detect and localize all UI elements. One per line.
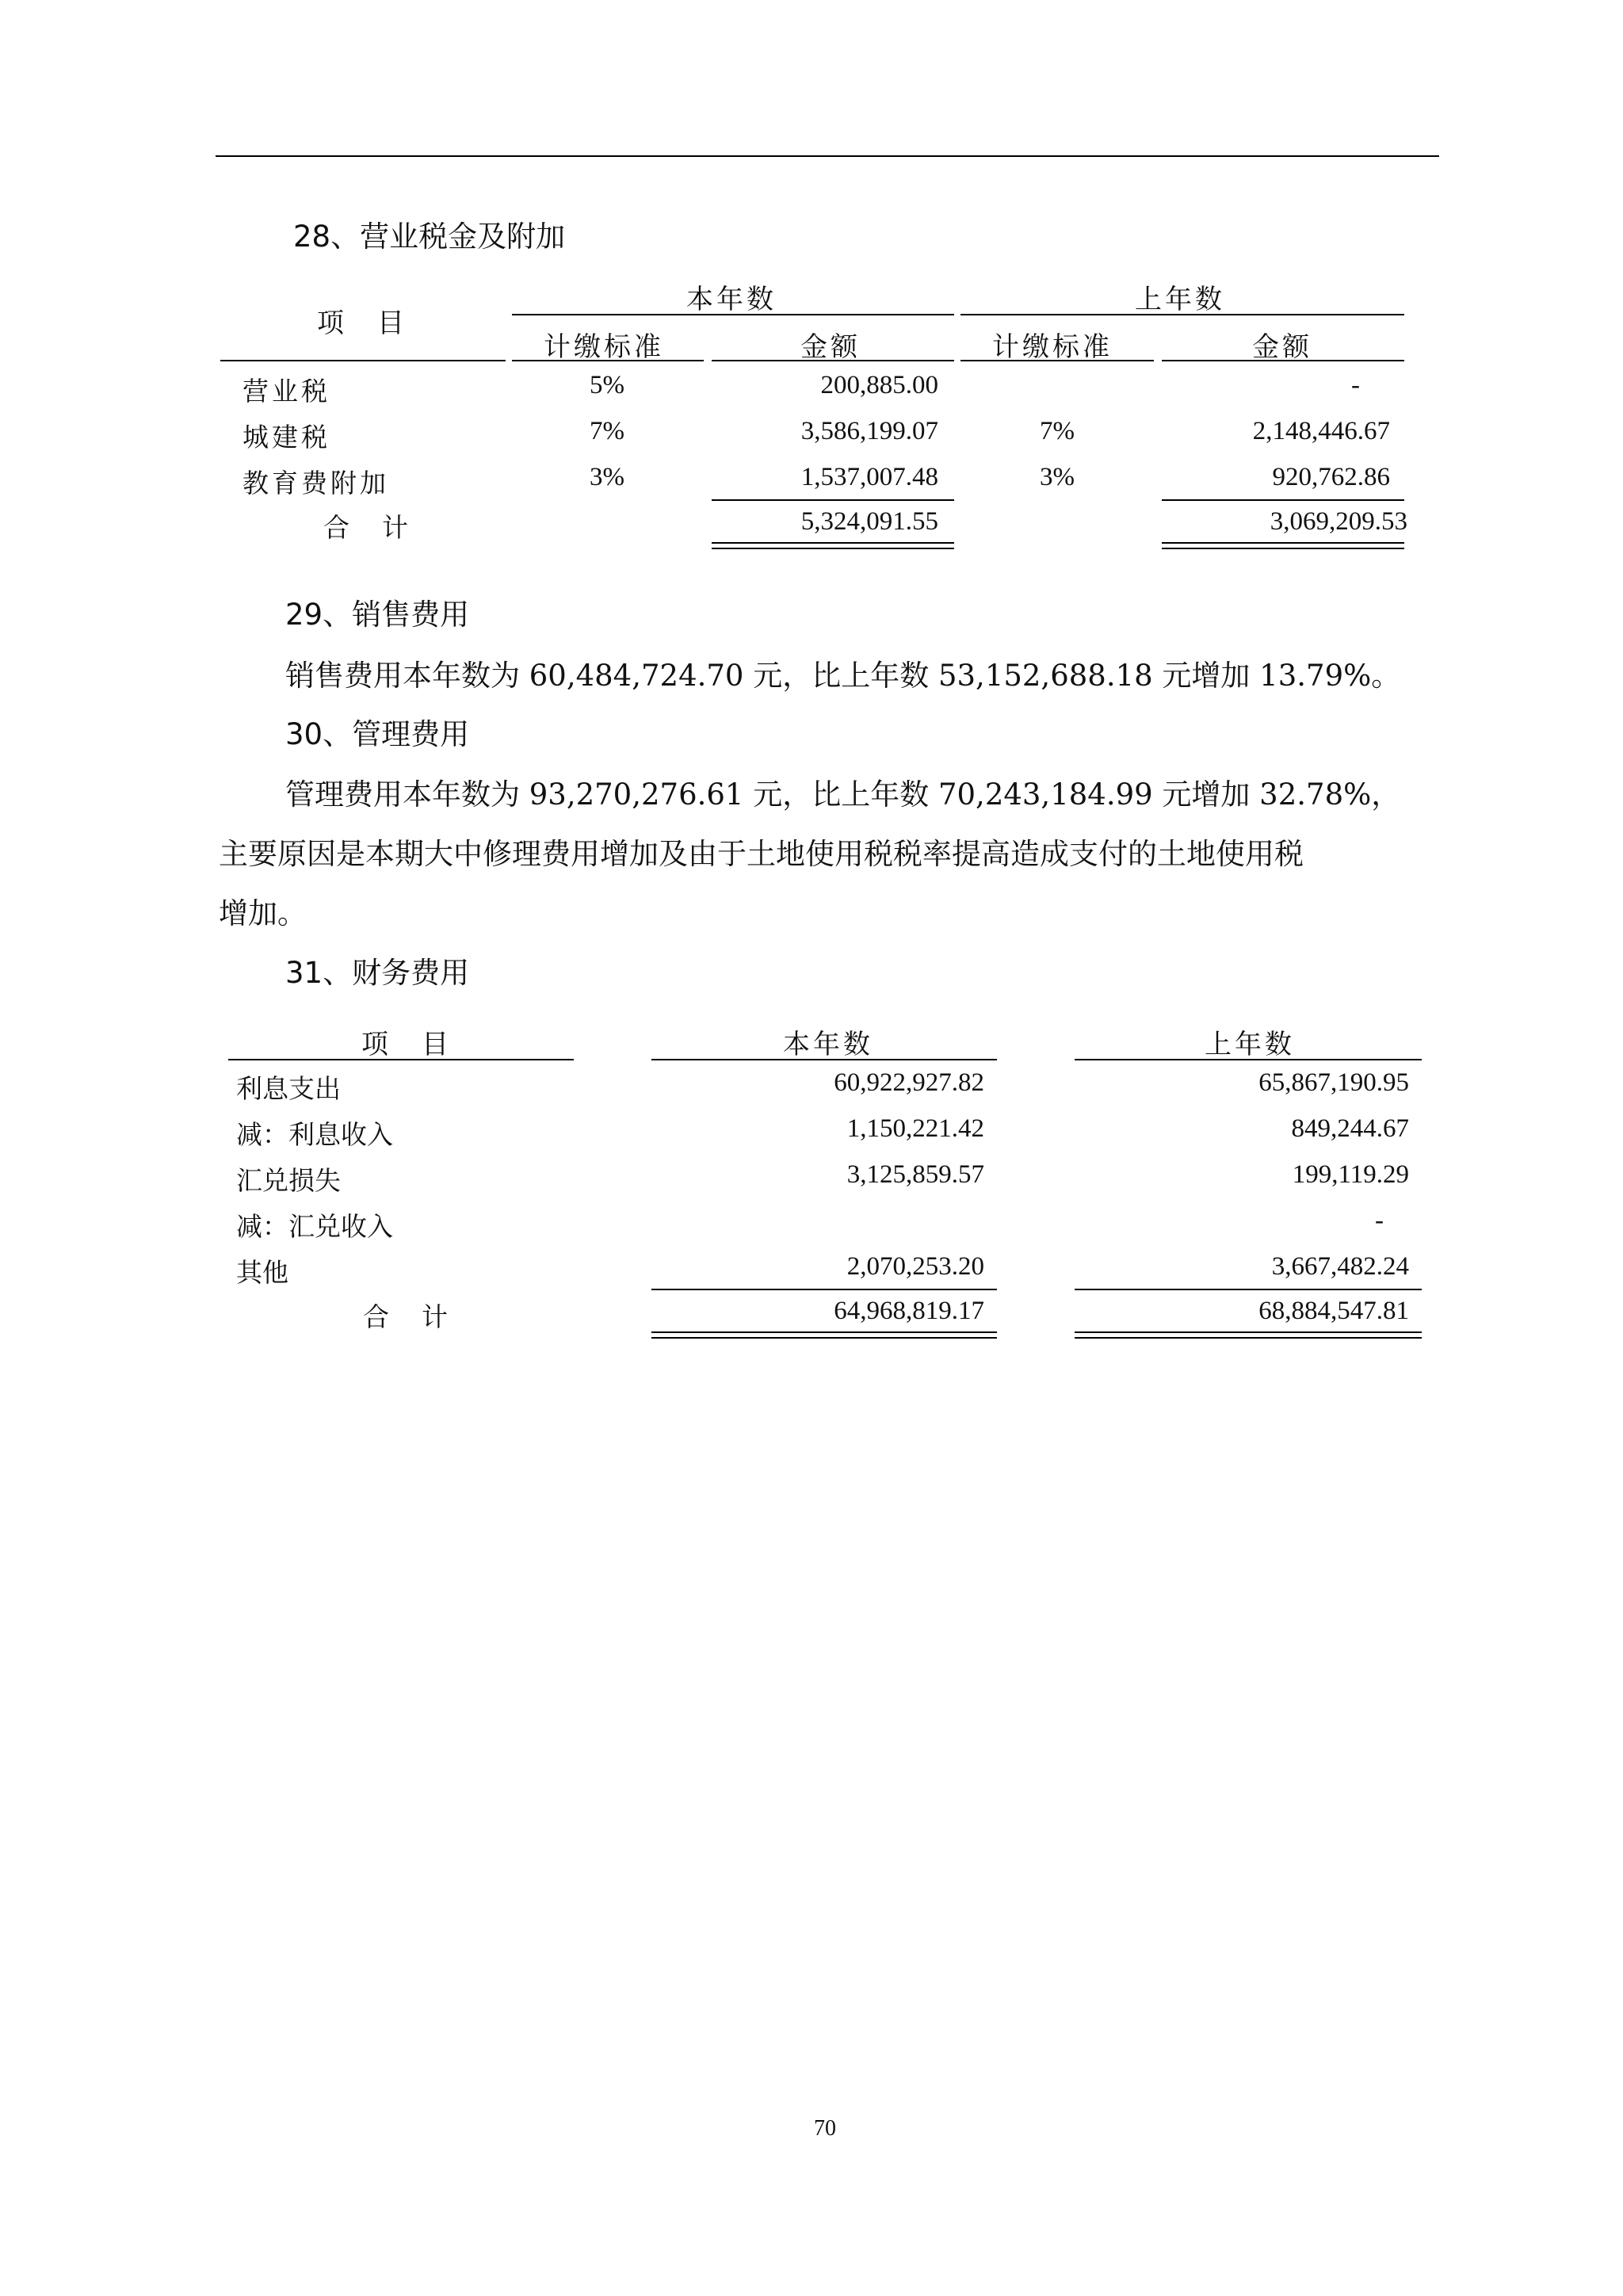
table28-item-rule [220,360,506,361]
table28-total-double-rule-prev [1162,542,1404,549]
table28-row-cur-amount: 1,537,007.48 [800,463,938,491]
table28-row-prev-rate: 3% [1040,463,1075,491]
table28-row-cur-rate: 3% [590,463,624,491]
table28-header-prev-amount: 金额 [1252,331,1312,363]
table28-total-label: 合 计 [323,512,411,543]
table28-row-cur-rate: 7% [590,417,624,445]
table28-total-cur-amount: 5,324,091.55 [800,507,938,536]
table28-prev-amount-rule [1162,360,1404,361]
table28-row-cur-amount: 200,885.00 [820,371,938,399]
section-30-text-line3: 增加。 [219,896,307,930]
section-30-text-line2: 主要原因是本期大中修理费用增加及由于土地使用税税率提高造成支付的土地使用税 [219,837,1304,871]
table28-row-name: 营业税 [242,376,330,407]
table31-item-rule [228,1059,574,1060]
table31-header-prev-year: 上年数 [1205,1029,1295,1060]
table31-subtotal-rule-prev [1075,1289,1422,1290]
section-30-title: 30、管理费用 [285,717,470,751]
table31-row-prev: 3,667,482.24 [1271,1252,1409,1281]
section-31-title: 31、财务费用 [285,956,470,990]
section-29-title: 29、销售费用 [285,598,470,632]
table28-header-prev-rate: 计缴标准 [992,331,1113,363]
table31-row-cur: 1,150,221.42 [846,1114,984,1143]
table31-total-cur: 64,968,819.17 [834,1297,984,1325]
table28-header-cur-year: 本年数 [686,284,777,315]
table28-row-name: 城建税 [242,422,330,453]
table31-row-cur: 60,922,927.82 [834,1068,984,1097]
table28-prev-rate-rule [960,360,1154,361]
section-29-text: 销售费用本年数为 60,484,724.70 元，比上年数 53,152,688.18 元增加 13.79%。 [285,659,1401,693]
table28-total-double-rule [712,542,954,549]
table31-row-prev: 849,244.67 [1291,1114,1409,1143]
table31-row-prev: - [1375,1206,1384,1235]
table28-cur-year-rule [512,314,954,315]
table31-header-cur-year: 本年数 [783,1029,873,1060]
table28-row-prev-amount: 920,762.86 [1272,463,1390,491]
table31-row-name: 其他 [236,1257,288,1288]
table31-total-double-rule [651,1331,997,1339]
table28-header-prev-year: 上年数 [1135,284,1225,315]
table28-header-item: 项 目 [317,308,407,339]
table31-row-name: 减：汇兑收入 [236,1211,393,1242]
table31-row-prev: 199,119.29 [1292,1160,1409,1189]
table31-row-name: 减：利息收入 [236,1119,393,1150]
table28-row-name: 教育费附加 [242,468,389,499]
table28-subtotal-rule-prev [1162,499,1404,501]
table28-cur-rate-rule [512,360,704,361]
table31-row-cur: 3,125,859.57 [846,1160,984,1189]
page-number: 70 [814,2116,836,2141]
table28-cur-amount-rule [712,360,954,361]
table28-row-prev-amount: - [1351,371,1360,399]
table28-prev-year-rule [960,314,1404,315]
table31-row-name: 利息支出 [236,1073,341,1104]
table28-row-cur-rate: 5% [590,371,624,399]
table28-row-cur-amount: 3,586,199.07 [800,417,938,445]
table31-cur-rule [651,1059,997,1060]
table28-total-prev-amount: 3,069,209.53 [1270,507,1407,536]
table31-header-item: 项 目 [361,1029,452,1060]
table31-total-double-rule-prev [1075,1331,1422,1339]
table28-subtotal-rule [712,499,954,501]
table31-total-prev: 68,884,547.81 [1258,1297,1409,1325]
table31-total-label: 合 计 [363,1301,451,1332]
table31-prev-rule [1075,1059,1422,1060]
table28-header-cur-rate: 计缴标准 [544,331,664,363]
table31-row-name: 汇兑损失 [236,1165,341,1196]
table28-row-prev-rate: 7% [1040,417,1075,445]
table31-row-prev: 65,867,190.95 [1258,1068,1409,1097]
table31-row-cur: 2,070,253.20 [846,1252,984,1281]
table28-header-cur-amount: 金额 [800,331,861,363]
section-30-text-line1: 管理费用本年数为 93,270,276.61 元，比上年数 70,243,184.99 元增加 32.78%， [285,777,1401,812]
header-rule [216,155,1439,157]
table28-row-prev-amount: 2,148,446.67 [1252,417,1390,445]
table31-subtotal-rule [651,1289,997,1290]
section-28-title: 28、营业税金及附加 [293,220,566,254]
